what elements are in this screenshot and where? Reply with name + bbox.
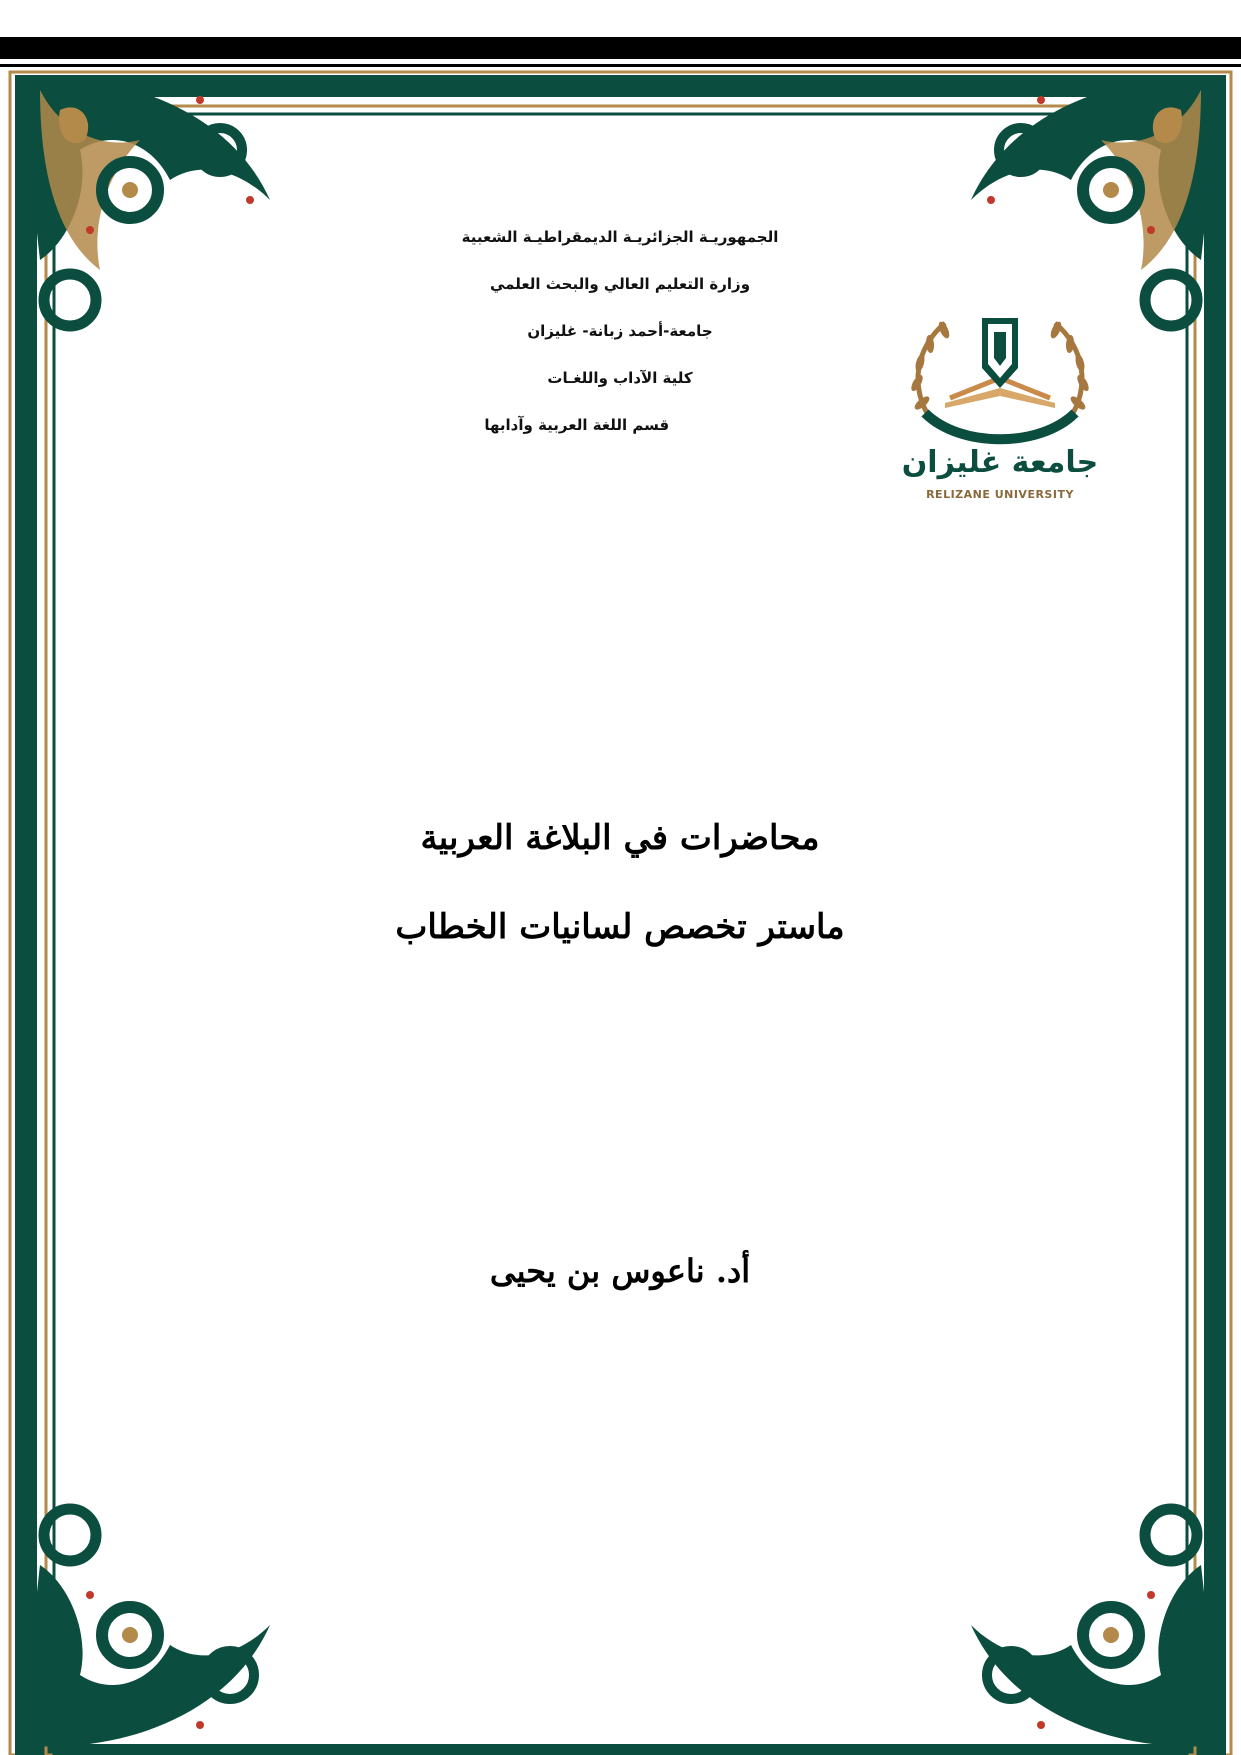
corner-ornament-bottom-left — [20, 1509, 270, 1747]
author-name: أد. ناعوس بن يحيى — [489, 1252, 751, 1290]
university-logo — [900, 308, 1100, 508]
department-name: قسم اللغة العربية وآدابها — [484, 416, 670, 434]
logo-english-name: RELIZANE UNIVERSITY — [926, 488, 1074, 501]
university-name: جامعة-أحمد زبانة- غليزان — [527, 322, 713, 340]
lecture-subtitle: ماستر تخصص لسانيات الخطاب — [395, 907, 845, 947]
corner-ornament-top-left — [20, 79, 270, 327]
logo-emblem-icon — [900, 308, 1100, 448]
corner-ornament-bottom-right — [971, 1509, 1221, 1747]
republic-name: الجمهوريـة الجزائريـة الديمقراطيـة الشعبية — [461, 228, 779, 246]
faculty-name: كلية الآداب واللغـات — [547, 369, 693, 387]
logo-arabic-name: جامعة غليزان — [901, 445, 1099, 480]
lecture-title: محاضرات في البلاغة العربية — [420, 818, 820, 858]
ministry-name: وزارة التعليم العالي والبحث العلمي — [489, 275, 751, 293]
corner-ornament-top-right — [971, 79, 1221, 327]
